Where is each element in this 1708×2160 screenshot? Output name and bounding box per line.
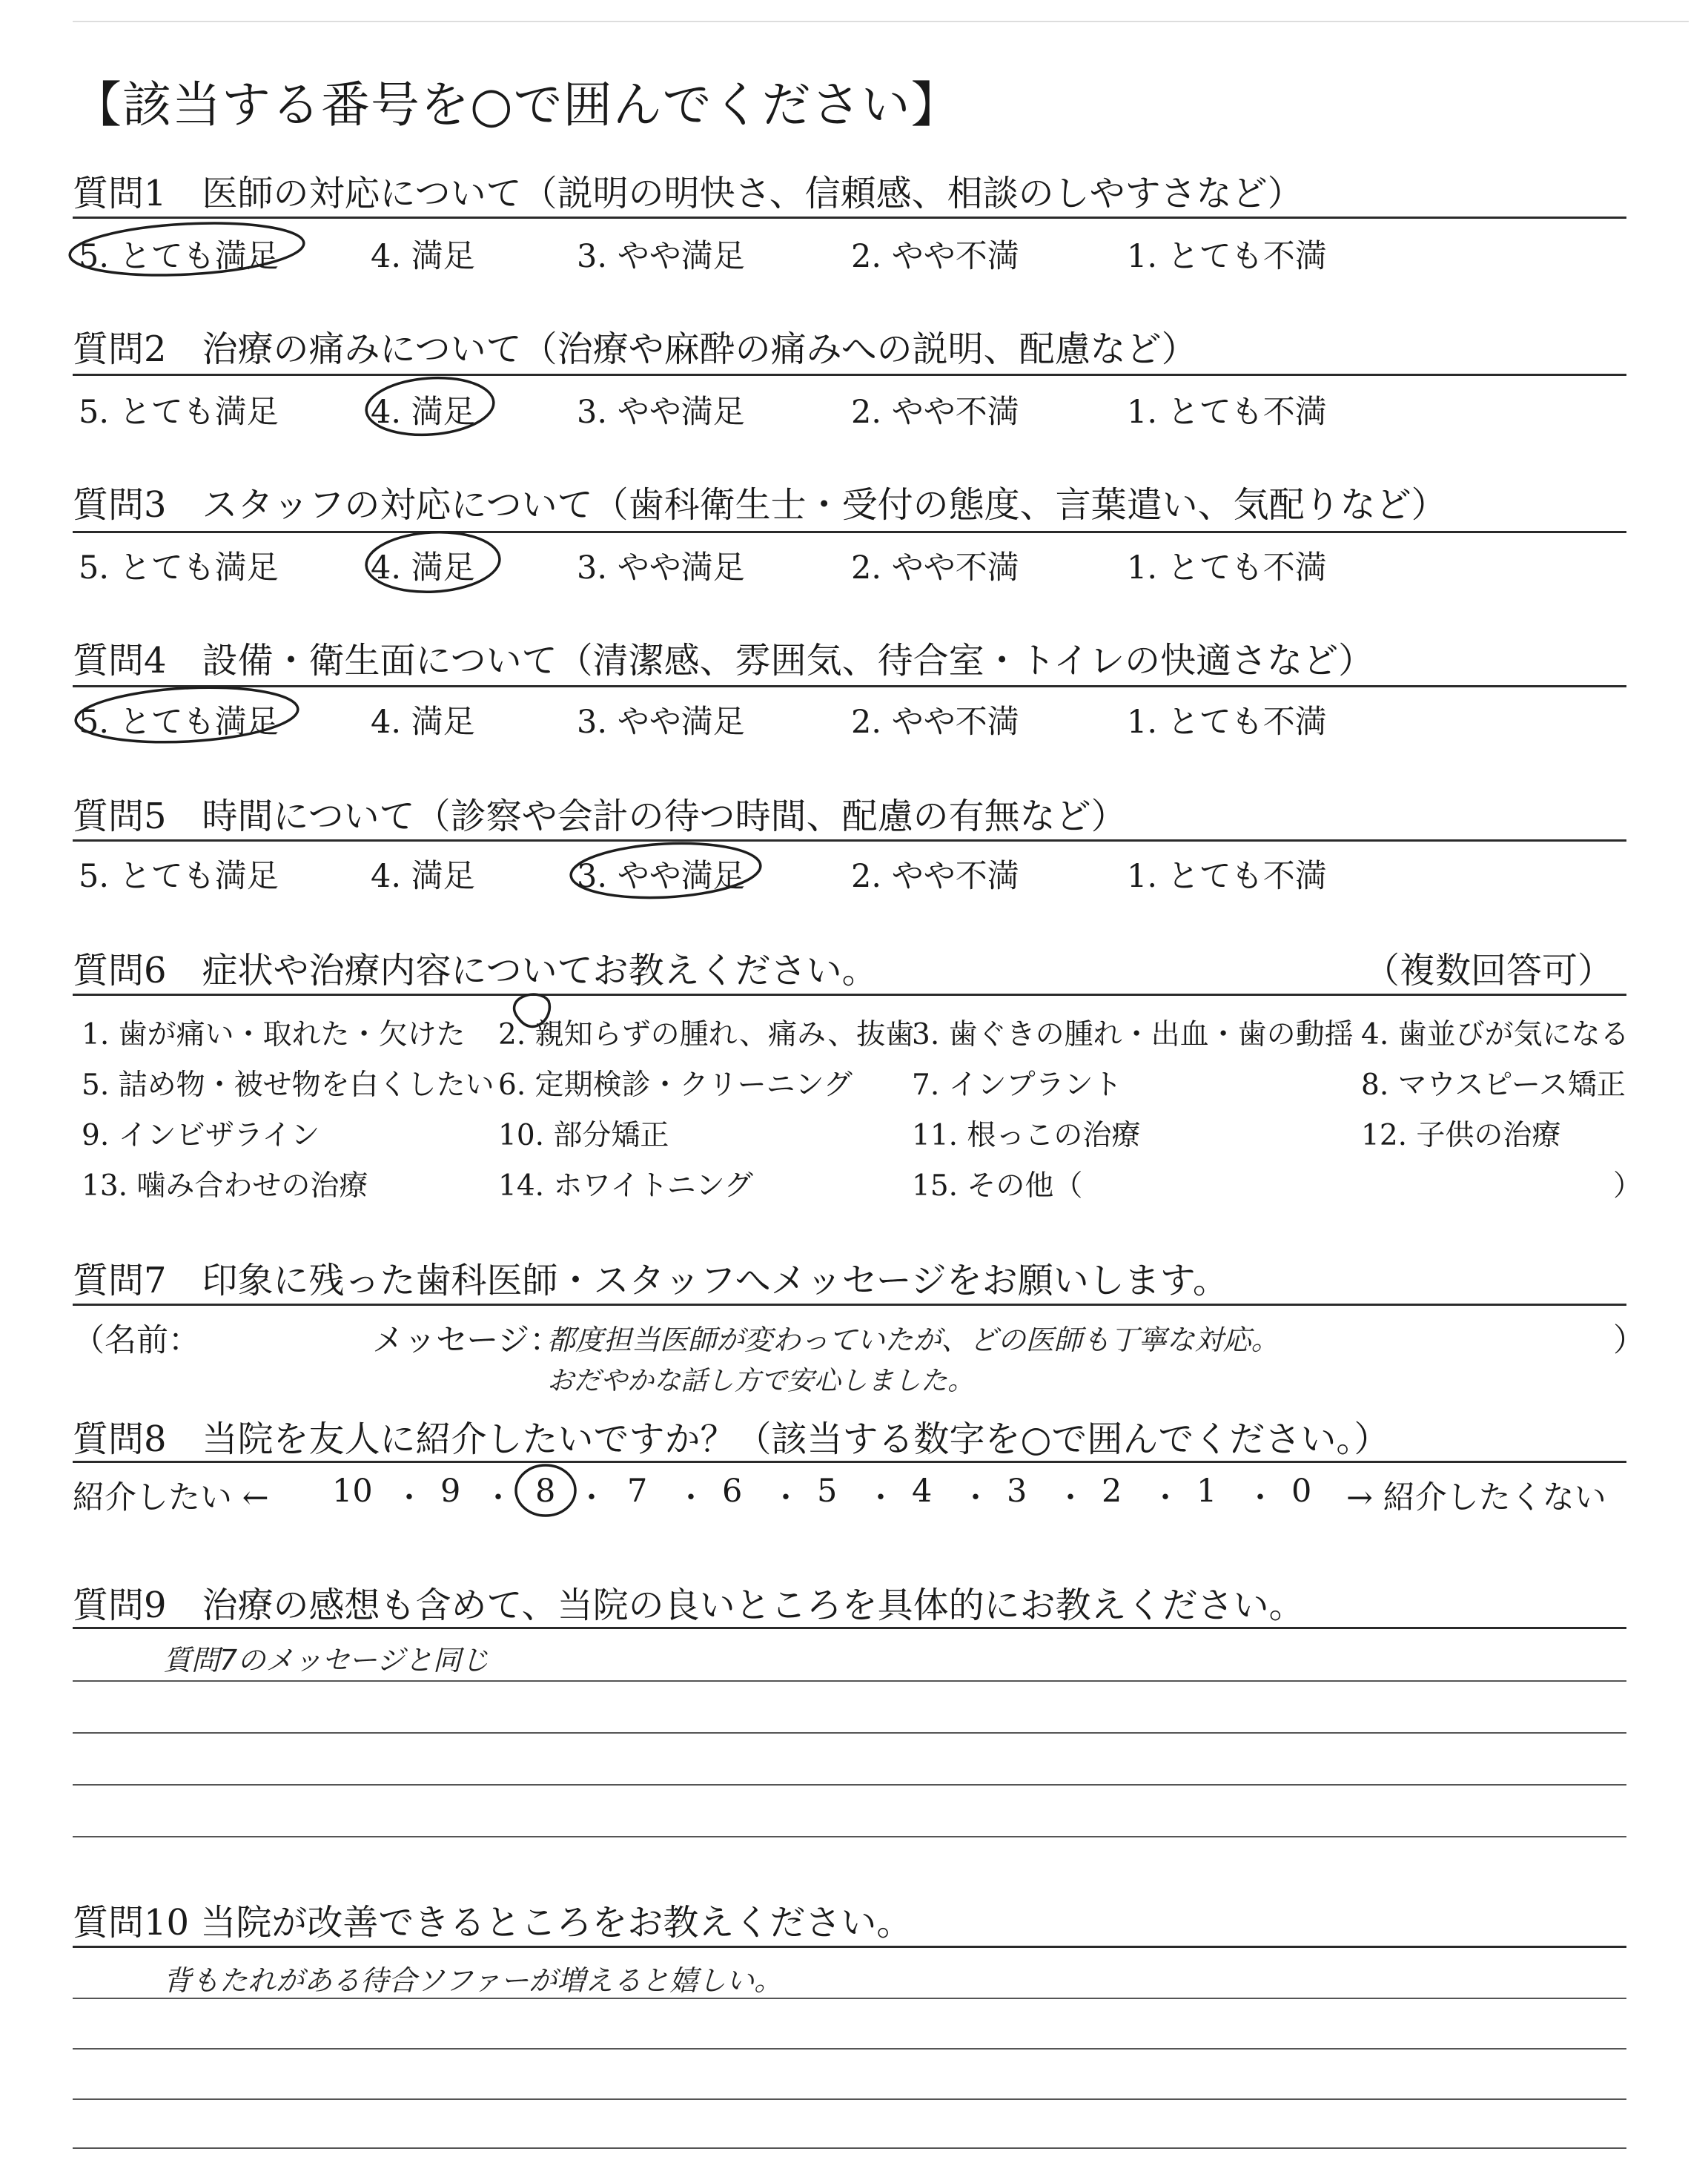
q1-option-5[interactable]: 5. とても満足 xyxy=(79,238,279,275)
q4-option-2[interactable]: 2. やや不満 xyxy=(851,704,1019,741)
q8-right-label: → 紹介したくない xyxy=(1346,1479,1606,1516)
q6-item-3[interactable]: 3. 歯ぐきの腫れ・出血・歯の動揺 xyxy=(912,1018,1354,1051)
q10-writing-line xyxy=(73,2048,1626,2050)
q7-message-line-1[interactable]: 都度担当医師が変わっていたが、どの医師も丁寧な対応。 xyxy=(547,1324,1280,1356)
question-7-rule xyxy=(73,1304,1626,1306)
q8-value-1[interactable]: 1 xyxy=(1196,1473,1217,1510)
q8-value-3[interactable]: 3 xyxy=(1007,1473,1027,1510)
q8-value-5[interactable]: 5 xyxy=(817,1473,838,1510)
q6-item-15-close: ） xyxy=(1613,1169,1643,1203)
q8-separator: ・ xyxy=(771,1481,801,1515)
q1-option-1[interactable]: 1. とても不満 xyxy=(1127,238,1327,275)
question-6-title: 質問6 症状や治療内容についてお教えください。 xyxy=(73,950,878,991)
q6-item-12[interactable]: 12. 子供の治療 xyxy=(1361,1119,1561,1152)
scan-top-edge xyxy=(73,21,1689,22)
q8-value-0[interactable]: 0 xyxy=(1291,1473,1312,1510)
q8-value-2[interactable]: 2 xyxy=(1102,1473,1122,1510)
question-10-title: 質問10 当院が改善できるところをお教えください。 xyxy=(73,1902,913,1943)
q10-writing-line xyxy=(73,2147,1626,2149)
question-5-title: 質問5 時間について（診察や会計の待つ時間、配慮の有無など） xyxy=(73,796,1127,837)
q5-option-3[interactable]: 3. やや満足 xyxy=(577,858,745,895)
q4-option-4[interactable]: 4. 満足 xyxy=(371,704,475,741)
q8-left-label: 紹介したい ← xyxy=(73,1479,269,1516)
q4-option-3[interactable]: 3. やや満足 xyxy=(577,704,745,741)
q2-option-2[interactable]: 2. やや不満 xyxy=(851,394,1019,431)
q6-item-13[interactable]: 13. 噛み合わせの治療 xyxy=(82,1169,368,1203)
q6-item-7[interactable]: 7. インプラント xyxy=(912,1069,1122,1102)
question-8-title: 質問8 当院を友人に紹介したいですか？（該当する数字を○で囲んでください。） xyxy=(73,1418,1390,1460)
q8-value-7[interactable]: 7 xyxy=(627,1473,648,1510)
q8-separator: ・ xyxy=(1245,1481,1275,1515)
question-6-rule xyxy=(73,994,1626,996)
q6-item-15[interactable]: 15. その他（ xyxy=(912,1169,1083,1203)
q2-option-4[interactable]: 4. 満足 xyxy=(371,394,475,431)
q4-option-1[interactable]: 1. とても不満 xyxy=(1127,704,1327,741)
q3-option-5[interactable]: 5. とても満足 xyxy=(79,549,279,587)
q9-answer[interactable]: 質問7のメッセージと同じ xyxy=(163,1644,489,1677)
q5-option-4[interactable]: 4. 満足 xyxy=(371,858,475,895)
q1-option-2[interactable]: 2. やや不満 xyxy=(851,238,1019,275)
q8-separator: ・ xyxy=(394,1481,424,1515)
q6-item-5[interactable]: 5. 詰め物・被せ物を白くしたい xyxy=(82,1069,494,1102)
q9-writing-line xyxy=(73,1836,1626,1837)
q10-answer[interactable]: 背もたれがある待合ソファーが増えると嬉しい。 xyxy=(163,1964,783,1997)
q1-option-3[interactable]: 3. やや満足 xyxy=(577,238,745,275)
question-4-rule xyxy=(73,685,1626,687)
q8-separator: ・ xyxy=(1151,1481,1180,1515)
q6-item-4[interactable]: 4. 歯並びが気になる xyxy=(1361,1018,1629,1051)
q10-writing-line xyxy=(73,1998,1626,1999)
q6-item-11[interactable]: 11. 根っこの治療 xyxy=(912,1119,1141,1152)
q8-separator: ・ xyxy=(961,1481,990,1515)
q7-name-label: （名前： xyxy=(73,1322,200,1359)
q5-option-5[interactable]: 5. とても満足 xyxy=(79,858,279,895)
q6-item-1[interactable]: 1. 歯が痛い・取れた・欠けた xyxy=(82,1018,466,1051)
question-1-rule xyxy=(73,217,1626,219)
q8-value-8[interactable]: 8 xyxy=(535,1473,556,1510)
q3-option-2[interactable]: 2. やや不満 xyxy=(851,549,1019,587)
question-6-note: （複数回答可） xyxy=(1364,950,1614,991)
q9-writing-line xyxy=(73,1784,1626,1786)
q6-item-6[interactable]: 6. 定期検診・クリーニング xyxy=(498,1069,853,1102)
question-2-title: 質問2 治療の痛みについて（治療や麻酔の痛みへの説明、配慮など） xyxy=(73,328,1197,370)
q6-item-2[interactable]: 2. 親知らずの腫れ、痛み、抜歯 xyxy=(498,1018,915,1051)
question-7-title: 質問7 印象に残った歯科医師・スタッフへメッセージをお願いします。 xyxy=(73,1260,1228,1301)
q3-option-4[interactable]: 4. 満足 xyxy=(371,549,475,587)
q8-separator: ・ xyxy=(577,1481,606,1515)
q8-value-4[interactable]: 4 xyxy=(912,1473,933,1510)
question-3-title: 質問3 スタッフの対応について（歯科衛生士・受付の態度、言葉遣い、気配りなど） xyxy=(73,484,1447,526)
q2-option-3[interactable]: 3. やや満足 xyxy=(577,394,745,431)
question-5-rule xyxy=(73,839,1626,842)
q2-option-5[interactable]: 5. とても満足 xyxy=(79,394,279,431)
question-1-title: 質問1 医師の対応について（説明の明快さ、信頼感、相談のしやすさなど） xyxy=(73,173,1303,214)
q9-writing-line xyxy=(73,1680,1626,1682)
q7-message-label: メッセージ： xyxy=(372,1322,562,1359)
question-10-rule xyxy=(73,1946,1626,1948)
question-4-title: 質問4 設備・衛生面について（清潔感、雰囲気、待合室・トイレの快適さなど） xyxy=(73,640,1374,681)
q1-option-4[interactable]: 4. 満足 xyxy=(371,238,475,275)
q9-writing-line xyxy=(73,1732,1626,1734)
q8-separator: ・ xyxy=(676,1481,706,1515)
page-header: 【該当する番号を○で囲んでください】 xyxy=(73,76,961,133)
question-3-rule xyxy=(73,531,1626,533)
question-2-rule xyxy=(73,374,1626,376)
q6-item-8[interactable]: 8. マウスピース矯正 xyxy=(1361,1069,1626,1102)
q8-value-6[interactable]: 6 xyxy=(722,1473,743,1510)
q8-separator: ・ xyxy=(483,1481,513,1515)
q5-option-1[interactable]: 1. とても不満 xyxy=(1127,858,1327,895)
q3-option-3[interactable]: 3. やや満足 xyxy=(577,549,745,587)
q10-writing-line xyxy=(73,2098,1626,2100)
q6-item-9[interactable]: 9. インビザライン xyxy=(82,1119,320,1152)
question-9-title: 質問9 治療の感想も含めて、当院の良いところを具体的にお教えください。 xyxy=(73,1585,1305,1626)
q2-option-1[interactable]: 1. とても不満 xyxy=(1127,394,1327,431)
q7-message-line-2[interactable]: おだやかな話し方で安心しました。 xyxy=(547,1366,975,1396)
question-9-rule xyxy=(73,1627,1626,1629)
q8-value-9[interactable]: 9 xyxy=(440,1473,461,1510)
q3-option-1[interactable]: 1. とても不満 xyxy=(1127,549,1327,587)
q6-item-10[interactable]: 10. 部分矯正 xyxy=(498,1119,669,1152)
q8-separator: ・ xyxy=(866,1481,896,1515)
q4-option-5[interactable]: 5. とても満足 xyxy=(79,704,279,741)
question-8-rule xyxy=(73,1461,1626,1463)
q6-item-14[interactable]: 14. ホワイトニング xyxy=(498,1169,753,1203)
q7-close-paren: ） xyxy=(1613,1322,1645,1359)
q5-option-2[interactable]: 2. やや不満 xyxy=(851,858,1019,895)
q8-value-10[interactable]: 10 xyxy=(332,1473,373,1510)
q8-separator: ・ xyxy=(1056,1481,1085,1515)
